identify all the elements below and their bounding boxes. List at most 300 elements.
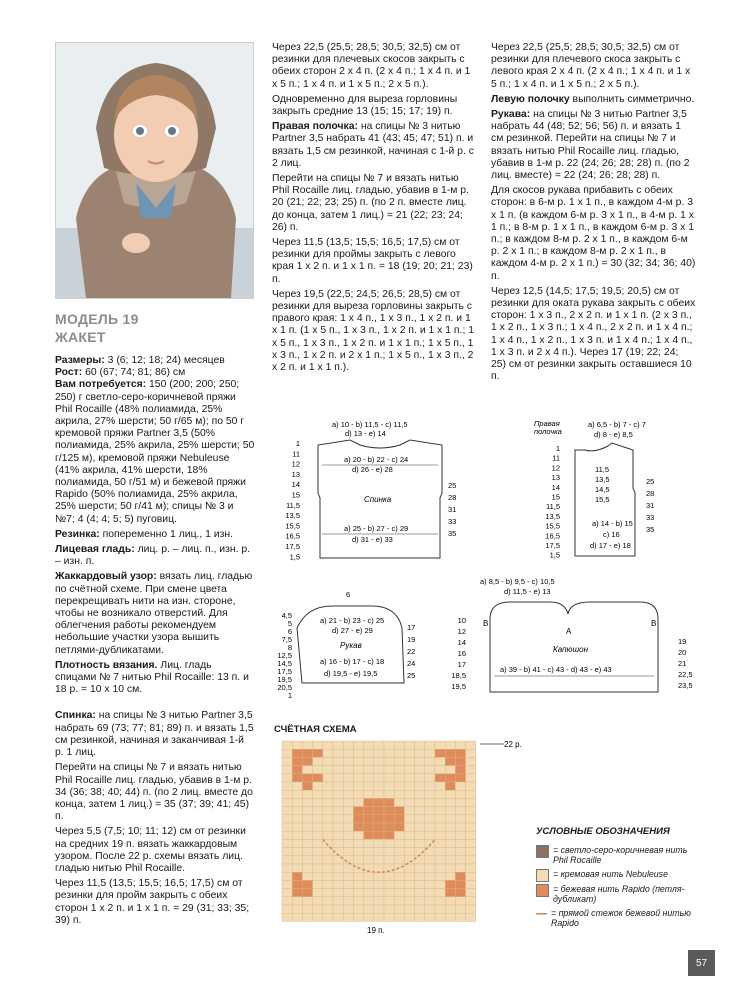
chart-cell [425,913,435,921]
chart-cell [435,741,445,749]
chart-cell [302,897,312,905]
chart-cell [455,741,465,749]
chart-cell [333,823,343,831]
chart-cell [404,831,414,839]
sleeve-right-dim-1: 19 [407,635,416,644]
chart-cell [425,905,435,913]
chart-cell [404,766,414,774]
chart-cell [435,831,445,839]
chart-cell [323,897,333,905]
chart-cell [394,839,404,847]
chart-cell [333,749,343,757]
back-left-dim-0: 1 [295,439,300,448]
chart-cell [343,839,353,847]
chart-cell [333,815,343,823]
chart-cell [374,815,384,823]
chart-cell [323,766,333,774]
chart-cell [374,741,384,749]
chart-cell [394,889,404,897]
chart-cell [302,905,312,913]
front-bot-c: c) 16 [603,530,620,539]
chart-cell [394,766,404,774]
chart-cell [292,798,302,806]
chart-cell [384,815,394,823]
right-front-paragraph: Правая полочка: на спицы № 3 нитью Partner 3,5 набрать 41 (43; 45; 47; 51) п. и вязать 1,5 см резинкой, начиная с 1-й р. с 2 лиц. [272,121,474,169]
back-bot-a: a) 25 - b) 27 - c) 29 [344,524,409,533]
chart-cell [415,798,425,806]
chart-cell [425,741,435,749]
chart-cell [292,807,302,815]
chart-cell [333,831,343,839]
front-r2: 13,5 [595,475,610,484]
chart-cell [384,741,394,749]
chart-cell [302,839,312,847]
chart-cell [404,897,414,905]
chart-cell [364,889,374,897]
chart-cell [292,782,302,790]
chart-cell [374,880,384,888]
sleeve-bot-d: d) 19,5 - e) 19,5 [324,669,378,678]
chart-cell [435,889,445,897]
chart-cell [364,905,374,913]
front-left-dim-9: 16,5 [545,531,560,541]
chart-cell [384,774,394,782]
back-left-dim-9: 16,5 [285,531,300,541]
back-left-dim-7: 13,5 [285,511,300,521]
legend-item-3: = бежевая нить Rapido (петля-дубликат) [536,884,703,904]
chart-cell [394,880,404,888]
front-r3: 14,5 [595,485,610,494]
chart-cell [343,757,353,765]
chart-cell [292,913,302,921]
gauge-paragraph: Плотность вязания. Лиц. гладь спицами № 7 нитью Phil Rocaille: 13 п. и 18 р. = 10 x 10 см. [55,659,249,696]
chart-cell [425,897,435,905]
back-left-dim-11: 1,5 [289,552,300,562]
back-left-dim-6: 11,5 [285,500,300,510]
chart-cell [455,749,465,757]
chart-cell [292,831,302,839]
chart-cell [364,872,374,880]
chart-cell [445,889,455,897]
chart-cell [466,905,476,913]
chart-cell [404,790,414,798]
chart-cell [435,766,445,774]
back-left-dim-8: 15,5 [285,521,300,531]
chart-cell [374,807,384,815]
chart-cell [415,749,425,757]
chart-cell [343,749,353,757]
chart-cell [384,790,394,798]
chart-cell [343,864,353,872]
chart-cell [404,807,414,815]
chart-cell [374,856,384,864]
chart-cell [313,831,323,839]
chart-cell [353,807,363,815]
chart-cell [415,766,425,774]
chart-cell [343,889,353,897]
sleeve-top-a: a) 21 - b) 23 - c) 25 [320,616,385,625]
chart-cell [364,880,374,888]
hood-right-dim-4: 23,5 [678,681,693,690]
chart-cell [302,913,312,921]
sleeve-left-dim-8: 19,5 [277,675,292,684]
chart-cell [374,774,384,782]
chart-cell [466,807,476,815]
chart-cell [353,741,363,749]
legend-title: УСЛОВНЫЕ ОБОЗНАЧЕНИЯ [536,826,670,837]
chart-cell [384,839,394,847]
chart-cell [333,741,343,749]
sleeves-paragraph: Рукава: на спицы № 3 нитью Partner 3,5 набрать 44 (48; 52; 56; 56) п. и вязать 1 см резинкой. Перейти на спицы № 7 и вязать нитью Phil Rocaille лиц. гладью, убавив в 1-м р. 22 (24; 26; 28; 28) п. (по 2 лиц. вместе) = 22 (24; 26; 28; 28) п. [491,109,690,182]
sleeve-left-dim-3: 7,5 [281,635,292,644]
chart-cell [323,790,333,798]
chart-cell [313,790,323,798]
chart-cell [455,766,465,774]
chart-cell [425,766,435,774]
sleeve-left-dim-10: 1 [287,691,292,698]
chart-cell [415,823,425,831]
chart-cell [282,889,292,897]
model-subtitle: ЖАКЕТ [55,329,106,345]
hood-left-dim-1: 12 [457,627,466,636]
chart-cell [415,807,425,815]
chart-cell [374,749,384,757]
front-r1: 11,5 [595,465,610,474]
chart-cell [415,856,425,864]
chart-cell [313,880,323,888]
chart-cell [466,790,476,798]
chart-cell [394,774,404,782]
chart-cell [343,807,353,815]
chart-cell [404,848,414,856]
back-paragraph-2: Перейти на спицы № 7 и вязать нитью Phil Rocaille лиц. гладью, убавив в 1-м р. 34 (36; 38; 40; 44) п. (по 2 лиц. вместе до конца, затем 1 лиц.) = 35 (37; 39; 41; 45) п. [55,762,253,823]
back-right-dim-4: 35 [448,529,457,538]
chart-title: СЧЁТНАЯ СХЕМА [274,724,357,735]
sleeve-right-dim-2: 22 [407,647,416,656]
chart-cell [323,905,333,913]
hood-right-dim-2: 21 [678,659,687,668]
chart-cell [292,889,302,897]
chart-cell [425,749,435,757]
sleeve-left-dim-9: 20,5 [277,683,292,692]
chart-cell [343,823,353,831]
materials-paragraph: Вам потребуется: 150 (200; 200; 250; 250) г светло-серо-коричневой пряжи Phil Rocaille (48% полиамида, 25% акрила, 27% шерсти; 50 г/65 м); по 50 г кремовой пряжи Partner 3,5 (50% полиамида, 25% акрила, 25% шерсти; 50 г/125 м), кремовой пряжи Nebuleuse (41% акрила, 41% шерсти, 18% полиамида, 50 г/51 м) и бежевой пряжи Rapido (50% полиамида, 25% акрила, 25% шерсти; 50 г/41 м); спицы № 3 и №7; 4 (4; 4; 5; 5) пуговиц. [55,379,255,525]
chart-cell [302,749,312,757]
chart-cell [394,848,404,856]
chart-cell [445,798,455,806]
chart-cell [313,766,323,774]
chart-cell [374,905,384,913]
chart-cell [353,856,363,864]
chart-cell [292,864,302,872]
chart-cell [394,872,404,880]
back-left-dim-5: 15 [291,490,300,500]
left-front-paragraph: Левую полочку выполнить симметрично. [491,93,695,105]
hood-a: A [566,627,572,636]
chart-cell [415,815,425,823]
chart-cell [313,741,323,749]
chart-cell [323,757,333,765]
chart-cell [404,872,414,880]
c2-paragraph-1: Через 22,5 (25,5; 28,5; 30,5; 32,5) см от резинки для плечевых скосов закрыть с обеих сторон 2 x 4 п. (2 x 4 п.; 1 x 4 п. и 1 x 5 п.; 1 x 4 п. и 1 x 5 п.; 2 x 5 п.). [272,42,471,90]
chart-cell [313,848,323,856]
chart-cell [323,815,333,823]
column-3 [491,42,696,386]
chart-cell [435,880,445,888]
back-right-dim-2: 31 [448,505,457,514]
chart-cell [282,872,292,880]
chart-cell [425,889,435,897]
front-left-dim-4: 14 [551,482,560,492]
chart-cell [353,766,363,774]
chart-cell [353,905,363,913]
back-diagram [280,418,470,568]
chart-cell [343,848,353,856]
page-number: 57 [688,950,715,976]
chart-cell [374,848,384,856]
chart-cell [435,798,445,806]
chart-cell [353,815,363,823]
chart-cell [374,889,384,897]
chart-cell [353,782,363,790]
chart-cell [364,741,374,749]
chart-cell [435,905,445,913]
back-right-dim-0: 25 [448,481,457,490]
c2-paragraph-5: Через 11,5 (13,5; 15,5; 16,5; 17,5) см от резинки для проймы закрыть с левого края 1 x 2 п. и 1 x 1 п. = 18 (19; 20; 21; 23) п. [272,237,473,285]
chart-cell [333,757,343,765]
sleeve-right-dim-0: 17 [407,623,416,632]
chart-cell [353,897,363,905]
c3-paragraph-4: Для скосов рукава прибавить с обеих сторон: в 6-м р. 1 x 1 п., в каждом 4-м р. 3 x 1 п. (в каждом 6-м р. 3 x 1 п., в 4-м р. 1 x 1 п.; в 8-м р. 1 x 1 п., в каждом 6-м р. 3 x 1 п.; в каждом 8-м р. 2 x 1 п., в каждом 6-м р. 2 x 1 п.; в каждом 8-м р. 2 x 1 п., в каждом 4-м р. 2 x 1 п.) = 30 (32; 34; 36; 40) п. [491,185,696,282]
chart-cell [425,815,435,823]
chart-cell [292,774,302,782]
chart-cell [394,913,404,921]
chart-cell [435,897,445,905]
hood-right-dim-0: 19 [678,637,687,646]
chart-cell [343,913,353,921]
chart-cell [302,864,312,872]
front-left-dim-0: 1 [555,444,560,453]
chart-cell [333,889,343,897]
chart-cell [364,815,374,823]
front-left-dim-1: 11 [552,453,560,463]
chart-cell [384,798,394,806]
chart-cell [384,782,394,790]
chart-cell [313,839,323,847]
front-left-dim-3: 13 [551,473,560,483]
chart-cell [455,872,465,880]
chart-cell [313,823,323,831]
chart-cell [292,823,302,831]
chart-cell [466,815,476,823]
chart-cell [282,831,292,839]
chart-cell [466,897,476,905]
back-left-dim-1: 11 [292,449,300,459]
chart-cell [384,749,394,757]
chart-cell [353,880,363,888]
chart-cell [384,807,394,815]
legend-item-4: = прямой стежок бежевой нитью Rapido [536,908,701,928]
chart-cell [466,831,476,839]
swatch-orange [536,884,549,897]
chart-cell [415,897,425,905]
chart-cell [394,815,404,823]
chart-cell [425,831,435,839]
chart-cell [313,798,323,806]
chart-cell [394,807,404,815]
chart-cell [455,823,465,831]
chart-cell [415,790,425,798]
chart-cell [353,889,363,897]
chart-cell [466,864,476,872]
front-r4: 15,5 [595,495,610,504]
chart-cell [455,831,465,839]
chart-cell [415,864,425,872]
chart-cell [435,864,445,872]
chart-cell [445,897,455,905]
chart-cell [425,807,435,815]
chart-cell [282,823,292,831]
chart-cell [435,872,445,880]
chart-cell [282,798,292,806]
chart-cell [384,880,394,888]
chart-cell [323,831,333,839]
chart-cell [292,790,302,798]
chart-cell [292,897,302,905]
chart-cell [435,823,445,831]
hood-bot: a) 39 - b) 41 - c) 43 - d) 43 - e) 43 [500,665,612,674]
hood-right-dim-1: 20 [678,648,687,657]
chart-cell [425,864,435,872]
chart-cell [292,839,302,847]
chart-cell [343,815,353,823]
chart-cell [384,889,394,897]
sleeve-left-dim-4: 8 [287,643,292,652]
chart-cell [343,741,353,749]
chart-cell [404,741,414,749]
chart-cell [404,889,414,897]
sleeve-diagram [272,588,432,698]
chart-cell [404,798,414,806]
chart-cell [394,790,404,798]
counting-chart [272,735,532,940]
chart-cell [445,880,455,888]
front-right-dim-2: 31 [646,501,655,510]
chart-cell [394,757,404,765]
chart-cell [353,913,363,921]
chart-cell [343,831,353,839]
chart-cell [282,782,292,790]
chart-cell [364,782,374,790]
chart-cell [374,872,384,880]
chart-cell [466,839,476,847]
back-right-dim-1: 28 [448,493,457,502]
chart-cell [323,798,333,806]
chart-cell [455,913,465,921]
sleeve-right-dim-4: 25 [407,671,416,680]
chart-cell [333,766,343,774]
chart-cell [404,823,414,831]
chart-cell [343,905,353,913]
chart-cell [445,749,455,757]
chart-cell [425,880,435,888]
chart-cell [364,913,374,921]
front-top-a: a) 6,5 - b) 7 - c) 7 [588,420,646,429]
chart-cell [455,815,465,823]
chart-cell [384,823,394,831]
chart-cell [333,839,343,847]
chart-cell [466,749,476,757]
chart-cell [364,757,374,765]
chart-cell [394,798,404,806]
chart-cell [313,782,323,790]
chart-cell [445,905,455,913]
chart-cell [282,757,292,765]
chart-cell [282,766,292,774]
hood-diagram [450,574,700,699]
legend-item-2: = кремовая нить Nebuleuse [536,869,703,882]
chart-cell [445,864,455,872]
chart-cell [374,790,384,798]
chart-cell [364,807,374,815]
front-right-dim-3: 33 [646,513,655,522]
chart-cell [445,831,455,839]
chart-cell [313,757,323,765]
chart-cell [343,766,353,774]
chart-cell [415,774,425,782]
chart-cell [302,782,312,790]
chart-cell [353,839,363,847]
chart-cell [404,749,414,757]
front-bot-a: a) 14 - b) 15 [592,519,633,528]
chart-cell [415,839,425,847]
chart-cell [313,749,323,757]
chart-cell [445,848,455,856]
chart-cell [404,880,414,888]
sleeve-left-dim-1: 5 [287,619,292,628]
chart-cell [343,897,353,905]
chart-cell [445,823,455,831]
chart-cell [333,897,343,905]
chart-cell [323,880,333,888]
swatch-gray-brown [536,845,549,858]
chart-cell [302,872,312,880]
legend-item-1: = светло-серо-коричневая нить Phil Rocaille [536,845,703,865]
chart-cell [353,749,363,757]
front-left-dim-11: 1,5 [549,550,560,560]
chart-cell [292,905,302,913]
chart-cell [394,905,404,913]
chart-cell [282,897,292,905]
chart-cell [445,856,455,864]
chart-cell [364,798,374,806]
back-mid-a: a) 20 - b) 22 - c) 24 [344,455,409,464]
hood-left-dim-0: 10 [457,616,466,625]
chart-cell [435,848,445,856]
chart-cell [374,831,384,839]
sleeve-right-dim-3: 24 [407,659,416,668]
chart-cell [374,913,384,921]
chart-cell [415,905,425,913]
chart-cell [313,774,323,782]
chart-cell [466,880,476,888]
chart-cell [466,872,476,880]
chart-cell [282,913,292,921]
chart-cell [455,905,465,913]
height-paragraph: Рост: 60 (67; 74; 81; 86) см [55,367,186,379]
chart-cell [415,782,425,790]
sleeve-top-d: d) 27 - e) 29 [332,626,373,635]
